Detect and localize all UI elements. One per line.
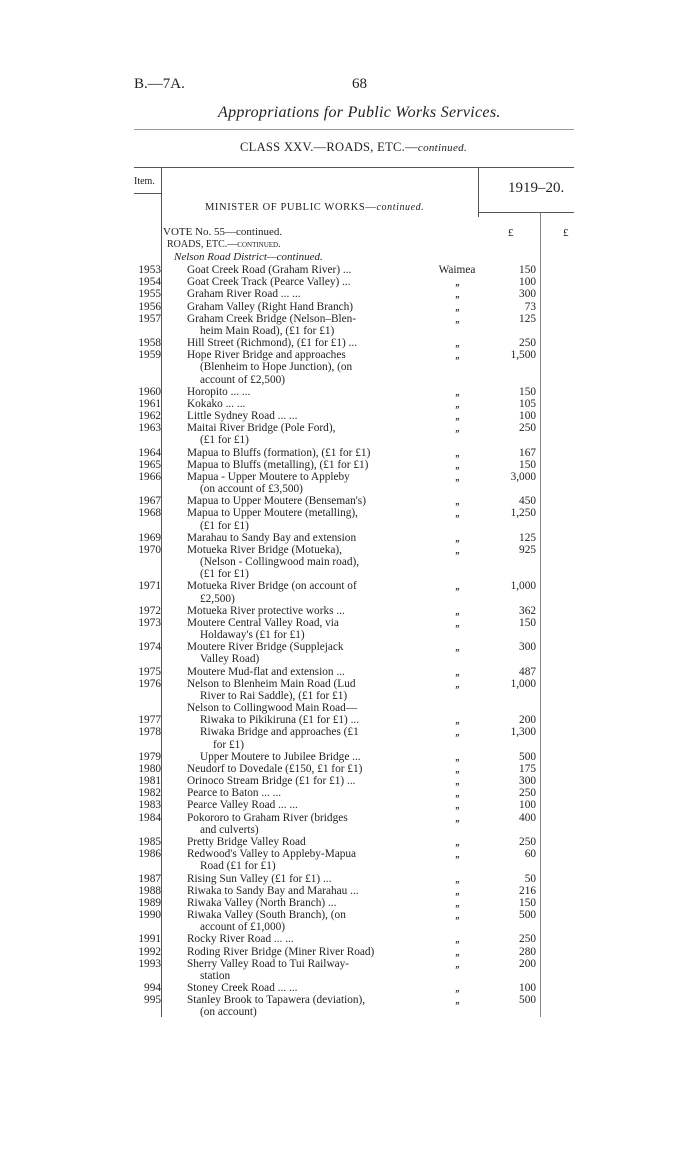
district-name: ,, bbox=[455, 446, 459, 459]
item-description-continued: (£1 for £1) bbox=[200, 434, 249, 447]
item-description: Redwood's Valley to Appleby-Mapua bbox=[187, 848, 357, 861]
item-number: 1959 bbox=[138, 349, 161, 362]
item-number: 1993 bbox=[138, 957, 161, 970]
amount-value: 400 bbox=[519, 811, 536, 824]
item-description-continued: heim Main Road), (£1 for £1) bbox=[200, 324, 335, 337]
item-number: 1958 bbox=[138, 337, 161, 350]
item-description: Upper Moutere to Jubilee Bridge ... bbox=[200, 750, 361, 763]
district-name: ,, bbox=[455, 762, 459, 775]
item-number: 1969 bbox=[138, 531, 161, 544]
item-description: Stanley Brook to Tapawera (deviation), bbox=[187, 994, 366, 1007]
item-label-rule bbox=[134, 193, 161, 194]
amount-value: 105 bbox=[519, 397, 536, 410]
district-name: ,, bbox=[455, 775, 459, 788]
district-name: ,, bbox=[455, 385, 459, 398]
amount-value: 1,300 bbox=[510, 726, 536, 739]
district-name: ,, bbox=[455, 945, 459, 958]
item-description: Pearce to Baton ... ... bbox=[187, 787, 282, 800]
district-name: ,, bbox=[455, 276, 459, 289]
amount-value: 500 bbox=[519, 750, 536, 763]
item-number: 1968 bbox=[138, 507, 161, 520]
item-description: Marahau to Sandy Bay and extension bbox=[187, 531, 357, 544]
item-number: 1986 bbox=[138, 848, 161, 861]
item-description: Nelson to Blenheim Main Road (Lud bbox=[187, 677, 356, 690]
district-name: ,, bbox=[455, 422, 459, 435]
item-number: 1967 bbox=[138, 495, 161, 508]
amount-value: 125 bbox=[519, 531, 536, 544]
district-name: ,, bbox=[455, 750, 459, 763]
vote-heading: VOTE No. 55—continued. bbox=[163, 226, 283, 238]
amount-value: 500 bbox=[519, 994, 536, 1007]
item-description: Motueka River Bridge (on account of bbox=[187, 580, 357, 593]
item-number: 1975 bbox=[138, 665, 161, 678]
district-name: ,, bbox=[455, 982, 459, 995]
amount-value: 250 bbox=[519, 933, 536, 946]
item-description-continued: account of £1,000) bbox=[200, 921, 286, 934]
amount-value: 450 bbox=[519, 495, 536, 508]
item-description-continued: £2,500) bbox=[200, 592, 235, 605]
item-description-continued: and culverts) bbox=[200, 823, 259, 836]
district-name: ,, bbox=[455, 458, 459, 471]
item-number: 1955 bbox=[138, 288, 161, 301]
item-description: Graham Creek Bridge (Nelson–Blen- bbox=[187, 312, 357, 325]
amount-value: 100 bbox=[519, 799, 536, 812]
amount-value: 73 bbox=[524, 300, 536, 313]
item-number: 1987 bbox=[138, 872, 161, 885]
district-name: ,, bbox=[455, 616, 459, 629]
item-number: 1985 bbox=[138, 835, 161, 848]
district-name: ,, bbox=[455, 787, 459, 800]
amount-value: 362 bbox=[519, 604, 536, 617]
item-description: Moutere River Bridge (Supplejack bbox=[187, 641, 344, 654]
amount-value: 1,500 bbox=[510, 349, 536, 362]
item-number: 1980 bbox=[138, 762, 161, 775]
amount-value: 300 bbox=[519, 641, 536, 654]
page-title: Appropriations for Public Works Services. bbox=[218, 104, 501, 121]
amount-value: 50 bbox=[524, 872, 536, 885]
item-number: 1992 bbox=[138, 945, 161, 958]
district-name: ,, bbox=[455, 726, 459, 739]
district-name: ,, bbox=[455, 811, 459, 824]
item-description: Pearce Valley Road ... ... bbox=[187, 799, 298, 812]
item-description-continued: Holdaway's (£1 for £1) bbox=[200, 629, 305, 642]
district-name: ,, bbox=[455, 994, 459, 1007]
amount-value: 125 bbox=[519, 312, 536, 325]
amount-value: 250 bbox=[519, 337, 536, 350]
item-description: Graham Valley (Right Hand Branch) bbox=[187, 300, 354, 313]
item-description-continued: (Nelson - Collingwood main road), bbox=[200, 556, 360, 569]
amount-column-rule-right bbox=[540, 212, 541, 1017]
amount-value: 250 bbox=[519, 835, 536, 848]
year-header: 1919–20. bbox=[508, 180, 565, 196]
item-number: 1966 bbox=[138, 470, 161, 483]
district-name: ,, bbox=[455, 470, 459, 483]
item-description: Moutere Mud-flat and extension ... bbox=[187, 665, 345, 678]
district-subheading: Nelson Road District—continued. bbox=[174, 251, 323, 263]
item-description: Pokororo to Graham River (bridges bbox=[187, 811, 348, 824]
item-number: 1960 bbox=[138, 385, 161, 398]
district-name: ,, bbox=[455, 799, 459, 812]
item-description: Motueka River protective works ... bbox=[187, 604, 345, 617]
district-name: ,, bbox=[455, 641, 459, 654]
district-name: ,, bbox=[455, 349, 459, 362]
item-description: Horopito ... ... bbox=[187, 385, 251, 398]
item-description-continued: account of £2,500) bbox=[200, 373, 286, 386]
item-number: 1983 bbox=[138, 799, 161, 812]
district-name: ,, bbox=[455, 835, 459, 848]
item-number: 1956 bbox=[138, 300, 161, 313]
district-name: ,, bbox=[455, 909, 459, 921]
item-description: Orinoco Stream Bridge (£1 for £1) ... bbox=[187, 775, 356, 788]
district-name: ,, bbox=[455, 714, 459, 727]
item-description: Mapua to Bluffs (formation), (£1 for £1) bbox=[187, 446, 371, 459]
item-number: 1977 bbox=[138, 714, 161, 727]
amount-value: 150 bbox=[519, 896, 536, 909]
district-name: ,, bbox=[455, 410, 459, 423]
item-description: Riwaka Bridge and approaches (£1 bbox=[200, 726, 359, 739]
item-description: Riwaka Valley (South Branch), (on bbox=[187, 909, 346, 921]
amount-value: 167 bbox=[519, 446, 536, 459]
item-description-continued: for £1) bbox=[213, 738, 245, 751]
item-description: Hope River Bridge and approaches bbox=[187, 349, 346, 362]
amount-value: 300 bbox=[519, 288, 536, 301]
item-description: Stoney Creek Road ... ... bbox=[187, 982, 298, 995]
district-name: ,, bbox=[455, 957, 459, 970]
amount-value: 150 bbox=[519, 458, 536, 471]
item-number: 1974 bbox=[138, 641, 161, 654]
item-description: Goat Creek Road (Graham River) ... bbox=[187, 264, 352, 276]
district-name: ,, bbox=[455, 884, 459, 897]
district-name: ,, bbox=[455, 300, 459, 313]
amount-value: 280 bbox=[519, 945, 536, 958]
item-number: 1953 bbox=[138, 264, 161, 276]
item-description: Kokako ... ... bbox=[187, 397, 246, 410]
district-name: ,, bbox=[455, 933, 459, 946]
district-name: ,, bbox=[455, 312, 459, 325]
district-name: Waimea bbox=[438, 264, 476, 276]
item-number: 1990 bbox=[138, 909, 161, 921]
amount-value: 200 bbox=[519, 714, 536, 727]
amount-value: 3,000 bbox=[510, 470, 536, 483]
class-heading: CLASS XXV.—ROADS, ETC.—continued. bbox=[240, 140, 468, 154]
item-number: 1978 bbox=[138, 726, 161, 739]
item-description: Riwaka to Sandy Bay and Marahau ... bbox=[187, 884, 359, 897]
item-number: 1963 bbox=[138, 422, 161, 435]
item-description: Riwaka to Pikikiruna (£1 for £1) ... bbox=[200, 714, 360, 727]
minister-heading: MINISTER OF PUBLIC WORKS—continued. bbox=[205, 202, 425, 213]
item-number: 1973 bbox=[138, 616, 161, 629]
district-name: ,, bbox=[455, 495, 459, 508]
page-number: 68 bbox=[352, 76, 367, 92]
item-description: Little Sydney Road ... ... bbox=[187, 410, 298, 423]
item-number: 994 bbox=[144, 982, 161, 995]
amount-value: 200 bbox=[519, 957, 536, 970]
amount-value: 250 bbox=[519, 787, 536, 800]
item-description-continued: station bbox=[200, 969, 231, 982]
item-description-continued: (on account of £3,500) bbox=[200, 483, 303, 496]
item-description: Maitai River Bridge (Pole Ford), bbox=[187, 422, 336, 435]
amount-value: 150 bbox=[519, 616, 536, 629]
district-name: ,, bbox=[455, 896, 459, 909]
amount-value: 1,000 bbox=[510, 677, 536, 690]
amount-value: 216 bbox=[519, 884, 536, 897]
item-number: 1964 bbox=[138, 446, 161, 459]
item-description: Mapua to Upper Moutere (metalling), bbox=[187, 507, 358, 520]
amount-value: 250 bbox=[519, 422, 536, 435]
amount-value: 100 bbox=[519, 410, 536, 423]
amount-value: 150 bbox=[519, 385, 536, 398]
item-number: 1957 bbox=[138, 312, 161, 325]
item-number: 1984 bbox=[138, 811, 161, 824]
item-description: Roding River Bridge (Miner River Road) bbox=[187, 945, 375, 958]
item-number: 1982 bbox=[138, 787, 161, 800]
district-name: ,, bbox=[455, 677, 459, 690]
item-description: Goat Creek Track (Pearce Valley) ... bbox=[187, 276, 351, 289]
district-name: ,, bbox=[455, 337, 459, 350]
item-description: Mapua to Bluffs (metalling), (£1 for £1) bbox=[187, 458, 369, 471]
amount-value: 500 bbox=[519, 909, 536, 921]
district-name: ,, bbox=[455, 397, 459, 410]
item-description: Rising Sun Valley (£1 for £1) ... bbox=[187, 872, 332, 885]
currency-symbol: £ bbox=[563, 227, 569, 239]
item-description: Graham River Road ... ... bbox=[187, 288, 301, 301]
amount-value: 925 bbox=[519, 543, 536, 556]
district-name: ,, bbox=[455, 665, 459, 678]
item-number: 1979 bbox=[138, 750, 161, 763]
district-name: ,, bbox=[455, 531, 459, 544]
item-number: 1965 bbox=[138, 458, 161, 471]
district-name: ,, bbox=[455, 507, 459, 520]
year-rule bbox=[478, 212, 574, 213]
item-description-continued: (on account) bbox=[200, 1006, 257, 1019]
amount-column-rule-left bbox=[478, 167, 479, 217]
table-top-rule bbox=[134, 167, 574, 168]
item-description: Mapua - Upper Moutere to Appleby bbox=[187, 470, 350, 483]
item-number: 1981 bbox=[138, 775, 161, 788]
title-rule bbox=[134, 129, 574, 130]
amount-value: 60 bbox=[524, 848, 536, 861]
amount-value: 150 bbox=[519, 264, 536, 276]
item-description: Sherry Valley Road to Tui Railway- bbox=[187, 957, 350, 970]
district-name: ,, bbox=[455, 848, 459, 861]
item-description: Pretty Bridge Valley Road bbox=[187, 835, 306, 848]
district-name: ,, bbox=[455, 604, 459, 617]
item-number: 1970 bbox=[138, 543, 161, 556]
document-reference: B.—7A. bbox=[134, 76, 185, 92]
item-number: 1961 bbox=[138, 397, 161, 410]
item-number: 1991 bbox=[138, 933, 161, 946]
district-name: ,, bbox=[455, 543, 459, 556]
item-number: 1972 bbox=[138, 604, 161, 617]
roads-subheading: ROADS, ETC.—continued. bbox=[167, 239, 281, 250]
item-column-rule bbox=[161, 167, 162, 1017]
item-description: Mapua to Upper Moutere (Benseman's) bbox=[187, 495, 366, 508]
item-description: Hill Street (Richmond), (£1 for £1) ... bbox=[187, 337, 358, 350]
item-description-continued: River to Rai Saddle), (£1 for £1) bbox=[200, 689, 348, 702]
item-description: Motueka River Bridge (Motueka), bbox=[187, 543, 342, 556]
item-number: 1988 bbox=[138, 884, 161, 897]
item-description: Moutere Central Valley Road, via bbox=[187, 616, 339, 629]
item-description: Riwaka Valley (North Branch) ... bbox=[187, 896, 337, 909]
amount-value: 1,000 bbox=[510, 580, 536, 593]
item-number: 1989 bbox=[138, 896, 161, 909]
district-name: ,, bbox=[455, 288, 459, 301]
district-name: ,, bbox=[455, 872, 459, 885]
item-number: 995 bbox=[144, 994, 161, 1007]
item-number: 1962 bbox=[138, 410, 161, 423]
item-description: Nelson to Collingwood Main Road— bbox=[187, 702, 358, 715]
item-number: 1971 bbox=[138, 580, 161, 593]
amount-value: 487 bbox=[519, 665, 536, 678]
amount-value: 100 bbox=[519, 276, 536, 289]
currency-symbol: £ bbox=[508, 227, 514, 239]
item-description-continued: Road (£1 for £1) bbox=[200, 860, 276, 873]
item-column-header: Item. bbox=[134, 176, 155, 187]
amount-value: 1,250 bbox=[510, 507, 536, 520]
item-number: 1954 bbox=[138, 276, 161, 289]
amount-value: 300 bbox=[519, 775, 536, 788]
amount-value: 100 bbox=[519, 982, 536, 995]
item-description-continued: (£1 for £1) bbox=[200, 519, 249, 532]
item-description: Neudorf to Dovedale (£150, £1 for £1) bbox=[187, 762, 363, 775]
item-description-continued: (£1 for £1) bbox=[200, 568, 249, 581]
item-description-continued: (Blenheim to Hope Junction), (on bbox=[200, 361, 353, 374]
item-description: Rocky River Road ... ... bbox=[187, 933, 294, 946]
amount-value: 175 bbox=[519, 762, 536, 775]
item-description-continued: Valley Road) bbox=[200, 653, 260, 666]
district-name: ,, bbox=[455, 580, 459, 593]
item-number: 1976 bbox=[138, 677, 161, 690]
